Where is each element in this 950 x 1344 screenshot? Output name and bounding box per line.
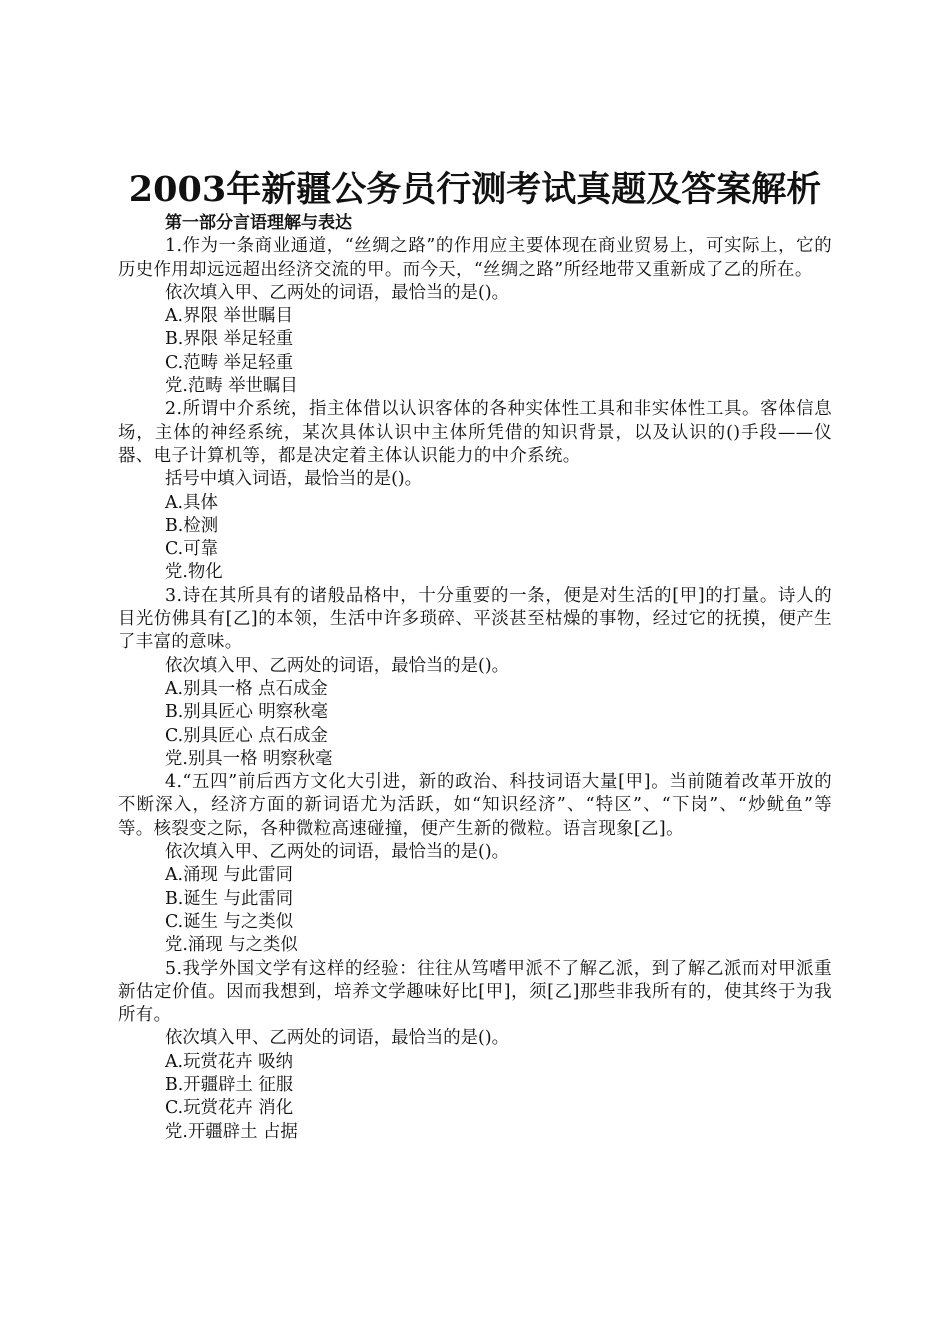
question-stem: 4.“五四”前后西方文化大引进，新的政治、科技词语大量[甲]。当前随着改革开放的不断深入，经济方面的新词语尤为活跃，如“知识经济”、“特区”、“下岗”、“炒鱿鱼”等等。核裂变之际，各种微粒高速碰撞，便产生新的微粒。语言现象[乙]。 — [118, 772, 832, 839]
option-d: 党.别具一格 明察秋毫 — [165, 748, 333, 769]
question-prompt: 依次填入甲、乙两处的词语，最恰当的是()。 — [165, 655, 509, 676]
question-prompt: 依次填入甲、乙两处的词语，最恰当的是()。 — [165, 1028, 509, 1049]
question-stem: 1.作为一条商业通道，“丝绸之路”的作用应主要体现在商业贸易上，可实际上，它的历史作用却远远超出经济交流的甲。而今天，“丝绸之路”所经地带又重新成了乙的所在。 — [118, 236, 832, 280]
question-4 — [118, 771, 832, 957]
option-c: C.诞生 与之类似 — [165, 911, 294, 932]
option-b: B.开疆辟土 征服 — [165, 1074, 294, 1095]
option-c: C.玩赏花卉 消化 — [165, 1098, 294, 1119]
question-prompt: 括号中填入词语，最恰当的是()。 — [165, 469, 423, 490]
option-b: B.诞生 与此雷同 — [165, 888, 294, 909]
option-b: B.界限 举足轻重 — [165, 329, 294, 350]
question-2 — [118, 398, 832, 584]
question-prompt: 依次填入甲、乙两处的词语，最恰当的是()。 — [165, 842, 509, 863]
option-a: A.具体 — [165, 492, 218, 513]
option-c: C.可靠 — [165, 539, 218, 560]
section-heading: 第一部分言语理解与表达 — [165, 213, 352, 233]
question-stem: 5.我学外国文学有这样的经验：往往从笃嗜甲派不了解乙派，到了解乙派而对甲派重新估定价值。因而我想到，培养文学趣味好比[甲]，须[乙]那些非我所有的，使其终于为我所有。 — [118, 958, 832, 1026]
option-c: C.别具匠心 点石成金 — [165, 725, 328, 746]
question-prompt: 依次填入甲、乙两处的词语，最恰当的是()。 — [165, 282, 509, 303]
question-stem: 2.所谓中介系统，指主体借以认识客体的各种实体性工具和非实体性工具。客体信息场，主体的神经系统，某次具体认识中主体所凭借的知识背景，以及认识的()手段——仪器、电子计算机等，都是决定着主体认识能力的中介系统。 — [118, 399, 832, 466]
document-title: 2003年新疆公务员行测考试真题及答案解析 — [128, 169, 822, 210]
question-1 — [118, 235, 832, 398]
option-b: B.检测 — [165, 515, 219, 536]
question-5 — [118, 958, 832, 1144]
option-a: A.玩赏花卉 吸纳 — [165, 1051, 293, 1072]
option-d: 党.开疆辟土 占据 — [165, 1121, 298, 1142]
option-a: A.别具一格 点石成金 — [165, 678, 328, 699]
option-d: 党.涌现 与之类似 — [165, 935, 298, 956]
question-3 — [118, 585, 832, 771]
option-d: 党.范畴 举世瞩目 — [165, 376, 298, 397]
document-body — [118, 212, 832, 1144]
question-stem: 3.诗在其所具有的诸般品格中，十分重要的一条，便是对生活的[甲]的打量。诗人的目光仿佛具有[乙]的本领，生活中许多琐碎、平淡甚至枯燥的事物，经过它的抚摸，便产生了丰富的意味。 — [118, 585, 832, 653]
option-a: A.涌现 与此雷同 — [165, 865, 293, 886]
option-c: C.范畴 举足轻重 — [165, 352, 294, 373]
option-a: A.界限 举世瞩目 — [165, 306, 293, 327]
option-b: B.别具匠心 明察秋毫 — [165, 702, 328, 723]
option-d: 党.物化 — [165, 562, 223, 583]
